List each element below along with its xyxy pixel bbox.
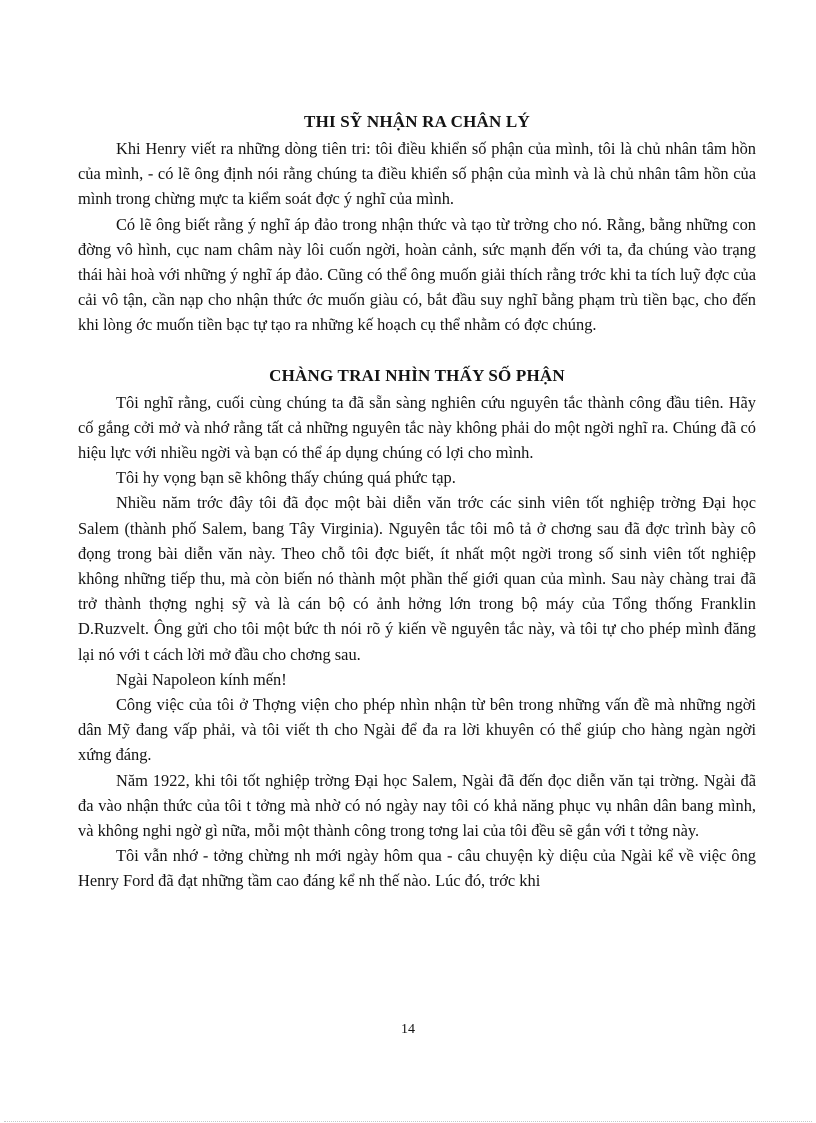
page-number: 14 bbox=[401, 1022, 415, 1037]
page-bottom-divider bbox=[4, 1121, 812, 1122]
paragraph: Tôi vẫn nhớ - tởng chừng nh mới ngày hôm qua - câu chuyện kỳ diệu của Ngài kể về việc ông Henry Ford đã đạt những tầm cao đáng kể nh thế nào. Lúc đó, trớc khi bbox=[78, 846, 756, 891]
paragraph: Tôi hy vọng bạn sẽ không thấy chúng quá phức tạp. bbox=[116, 468, 456, 488]
paragraph: Năm 1922, khi tôi tốt nghiệp trờng Đại học Salem, Ngài đã đến đọc diễn văn tại trờng. Ngài đã đa vào nhận thức của tôi t tởng mà nhờ có nó ngày nay tôi có khả năng phục vụ nhân dân bang mình, và không nghi ngờ gì nữa, mỗi một thành công trong tơng lai của tôi đều sẽ gắn với t tởng này. bbox=[78, 770, 756, 841]
paragraph: Tôi nghĩ rằng, cuối cùng chúng ta đã sẵn sàng nghiên cứu nguyên tắc thành công đầu tiên. Hãy cố gắng cởi mở và nhớ rằng tất cả những nguyên tắc này không phải do một ngời nghĩ ra. Chúng đã có hiệu lực với nhiều ngời và bạn có thể áp dụng chúng có lợi cho mình. bbox=[78, 392, 756, 463]
paragraph: Công việc của tôi ở Thợng viện cho phép nhìn nhận từ bên trong những vấn đề mà những ngời dân Mỹ đang vấp phải, và tôi viết th cho Ngài để đa ra lời khuyên có thể giúp cho hàng ngàn ngời xứng đáng. bbox=[78, 695, 756, 765]
section-heading-young-man: CHÀNG TRAI NHÌN THẤY SỐ PHẬN bbox=[269, 365, 565, 385]
paragraph: Nhiều năm trớc đây tôi đã đọc một bài diễn văn trớc các sinh viên tốt nghiệp trờng Đại học Salem (thành phố Salem, bang Tây Virginia). Nguyên tắc tôi mô tả ở chơng sau đã đợc trình bày cô đọng trong bài diễn văn này. Theo chỗ tôi đợc biết, ít nhất một ngời trong số sinh viên tốt nghiệp không những tiếp thu, mà còn biến nó thành một phần thế giới quan của mình. Sau này chàng trai đã trở thành thợng nghị sỹ và là cán bộ có ảnh hởng lớn trong bộ máy của Tổng thống Franklin D.Ruzvelt. Ông gửi cho tôi một bức th nói rõ ý kiến về nguyên tắc này, và tôi tự cho phép mình đăng lại nó với t cách lời mở đầu cho chơng sau. bbox=[78, 493, 756, 664]
paragraph: Có lẽ ông biết rằng ý nghĩ áp đảo trong nhận thức và tạo từ trờng cho nó. Rằng, bằng những con đờng vô hình, cục nam châm này lôi cuốn ngời, hoàn cảnh, sức mạnh đến với ta, đa chúng vào trạng thái hài hoà với những ý nghĩ áp đảo. Cũng có thể ông muốn giải thích rằng trớc khi ta tích luỹ đợc của cải vô tận, cần nạp cho nhận thức ớc muốn giàu có, bắt đầu suy nghĩ bằng phạm trù tiền bạc, cho đến khi lòng ớc muốn tiền bạc tự tạo ra những kế hoạch cụ thể nhằm có đợc chúng. bbox=[78, 214, 756, 335]
paragraph: Ngài Napoleon kính mến! bbox=[116, 669, 287, 689]
document-page bbox=[78, 110, 756, 894]
section-heading-poet: THI SỸ NHẬN RA CHÂN LÝ bbox=[304, 112, 530, 131]
paragraph: Khi Henry viết ra những dòng tiên tri: tôi điều khiển số phận của mình, tôi là chủ nhân tâm hồn của mình, - có lẽ ông định nói rằng chúng ta điều khiển số phận của mình và là chủ nhân tâm hồn của mình trong chừng mực ta kiểm soát đợc ý nghĩ của mình. bbox=[78, 139, 756, 209]
